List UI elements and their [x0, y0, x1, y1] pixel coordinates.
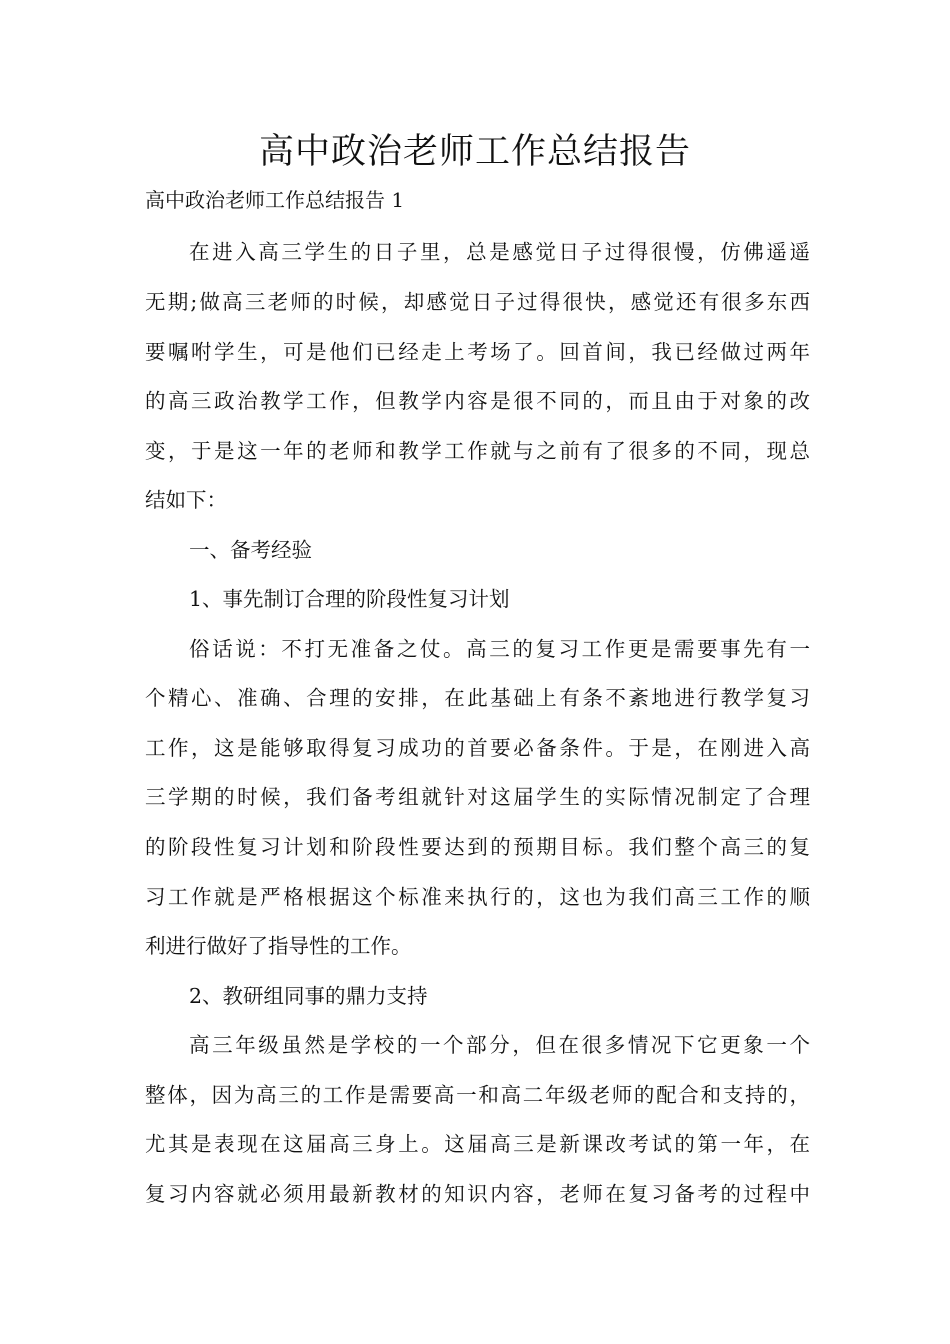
paragraph-line: 变，于是这一年的老师和教学工作就与之前有了很多的不同，现总 — [145, 439, 810, 463]
document-title: 高中政治老师工作总结报告 — [258, 132, 691, 172]
document-subtitle: 高中政治老师工作总结报告 1 — [145, 188, 405, 212]
paragraph-line: 的阶段性复习计划和阶段性要达到的预期目标。我们整个高三的复 — [145, 835, 810, 859]
paragraph-line: 高三年级虽然是学校的一个部分，但在很多情况下它更象一个 — [189, 1033, 810, 1057]
paragraph-line: 要嘱咐学生，可是他们已经走上考场了。回首间，我已经做过两年 — [145, 340, 810, 364]
paragraph-line: 复习内容就必须用最新教材的知识内容，老师在复习备考的过程中 — [145, 1182, 810, 1206]
paragraph-line: 在进入高三学生的日子里，总是感觉日子过得很慢，仿佛遥遥 — [189, 240, 810, 264]
paragraph-line: 无期;做高三老师的时候，却感觉日子过得很快，感觉还有很多东西 — [145, 290, 810, 314]
section-heading: 一、备考经验 — [189, 538, 312, 562]
paragraph-line: 整体，因为高三的工作是需要高一和高二年级老师的配合和支持的， — [145, 1083, 810, 1107]
paragraph-line: 俗话说：不打无准备之仗。高三的复习工作更是需要事先有一 — [189, 637, 810, 661]
paragraph-line: 习工作就是严格根据这个标准来执行的，这也为我们高三工作的顺 — [145, 885, 810, 909]
subsection-heading: 1、事先制订合理的阶段性复习计划 — [189, 587, 510, 611]
paragraph-line: 结如下： — [145, 488, 227, 512]
paragraph-line: 尤其是表现在这届高三身上。这届高三是新课改考试的第一年，在 — [145, 1132, 810, 1156]
paragraph-line: 个精心、准确、合理的安排，在此基础上有条不紊地进行教学复习 — [145, 686, 810, 710]
paragraph-line: 的高三政治教学工作，但教学内容是很不同的，而且由于对象的改 — [145, 389, 810, 413]
paragraph-line: 三学期的时候，我们备考组就针对这届学生的实际情况制定了合理 — [145, 785, 810, 809]
paragraph-line: 利进行做好了指导性的工作。 — [145, 934, 412, 958]
subsection-heading: 2、教研组同事的鼎力支持 — [189, 984, 428, 1008]
paragraph-line: 工作，这是能够取得复习成功的首要必备条件。于是，在刚进入高 — [145, 736, 810, 760]
